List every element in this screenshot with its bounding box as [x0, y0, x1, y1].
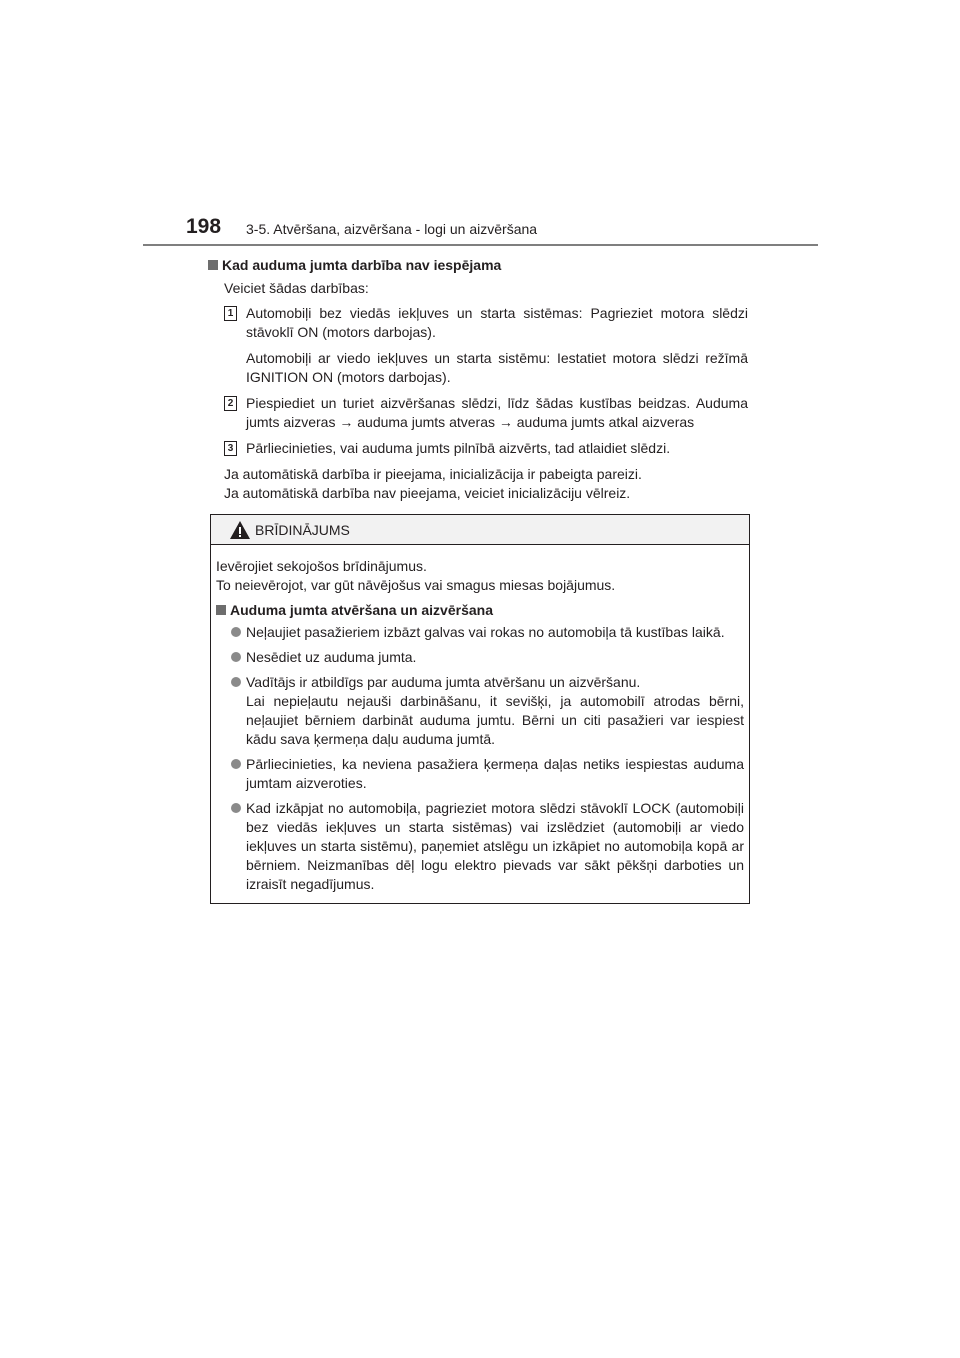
step-text: Automobiļi bez viedās iekļuves un starta sistēmas: Pagrieziet motora slēdzi stāvoklī ON (motors darbojas). [246, 305, 748, 340]
closing-text-2: Ja automātiskā darbība nav pieejama, veiciet inicializāciju vēlreiz. [224, 485, 631, 501]
step-2 [227, 394, 748, 432]
step-3 [227, 439, 748, 458]
warning-bullet-continuation: Lai nepieļautu nejauši darbināšanu, it sevišķi, ja automobilī atrodas bērni, neļaujiet bērniem darbināt auduma jumtu. Bērni un citi pasažieri var iespiest kādu sava ķermeņa daļu auduma jumtā. [246, 693, 744, 747]
warning-bullet [246, 623, 744, 642]
round-bullet-icon [231, 627, 241, 637]
warning-box [210, 514, 750, 904]
step-text: Piespiediet un turiet aizvēršanas slēdzi, līdz šādas kustības beidzas. Auduma jumts aizveras → auduma jumts atveras → auduma jumts atkal aizveras [246, 395, 748, 430]
warning-bullet-text: Pārliecinieties, ka neviena pasažiera ķermeņa daļas netiks iespiestas auduma jumtam aizveroties. [246, 756, 744, 791]
warning-bullet-text: Nesēdiet uz auduma jumta. [246, 649, 417, 665]
step-number-badge: 1 [224, 306, 237, 321]
square-bullet-icon [216, 605, 226, 615]
step-text: Pārliecinieties, vai auduma jumts pilnībā aizvērts, tad atlaidiet slēdzi. [246, 440, 671, 456]
section-title: 3-5. Atvēršana, aizvēršana - logi un aizvēršana [246, 221, 538, 237]
warning-triangle-icon [229, 520, 251, 540]
warning-intro-line-1: Ievērojiet sekojošos brīdinājumus. [216, 558, 427, 574]
warning-header [211, 515, 749, 545]
step-1 [227, 304, 748, 342]
step-number-badge: 3 [224, 441, 237, 456]
warning-bullet [246, 673, 744, 749]
round-bullet-icon [231, 759, 241, 769]
step-1-extra: Automobiļi ar viedo iekļuves un starta sistēmu: Iestatiet motora slēdzi režīmā IGNITION ON (motors darbojas). [246, 350, 748, 385]
warning-body [211, 545, 749, 894]
warning-intro [216, 557, 744, 595]
warning-bullet [246, 799, 744, 894]
round-bullet-icon [231, 677, 241, 687]
warning-bullet [246, 755, 744, 793]
square-bullet-icon [208, 260, 218, 270]
warning-intro-line-2: To neievērojot, var gūt nāvējošus vai smagus miesas bojājumus. [216, 577, 616, 593]
warning-heading [216, 601, 744, 620]
closing-text-1: Ja automātiskā darbība ir pieejama, inicializācija ir pabeigta pareizi. [224, 466, 642, 482]
warning-title: BRĪDINĀJUMS [255, 522, 350, 538]
warning-bullet [246, 648, 744, 667]
warning-bullet-text: Kad izkāpjat no automobiļa, pagrieziet motora slēdzi stāvoklī LOCK (automobiļi bez viedās iekļuves un starta sistēmas) vai izslēdziet (automobiļi ar viedo iekļuves un starta sistēmu), paņemiet atslēgu un izkāpiet no automobiļa kopā ar bērniem. Neizmanības dēļ logu elektro pievads var sākt pēkšņi darboties un izraisīt negadījumus. [246, 800, 744, 892]
step-number-badge: 2 [224, 396, 237, 411]
header-divider [143, 244, 818, 246]
round-bullet-icon [231, 652, 241, 662]
intro-text: Veiciet šādas darbības: [224, 280, 369, 296]
warning-bullet-text: Vadītājs ir atbildīgs par auduma jumta atvēršanu un aizvēršanu. [246, 674, 641, 690]
main-content [208, 256, 748, 503]
warning-bullet-text: Neļaujiet pasažieriem izbāzt galvas vai rokas no automobiļa tā kustības laikā. [246, 624, 725, 640]
round-bullet-icon [231, 803, 241, 813]
page-number: 198 [186, 215, 222, 238]
warning-heading-text: Auduma jumta atvēršana un aizvēršana [230, 602, 493, 618]
subsection-heading-text: Kad auduma jumta darbība nav iespējama [222, 257, 502, 273]
subsection-heading [208, 256, 748, 275]
